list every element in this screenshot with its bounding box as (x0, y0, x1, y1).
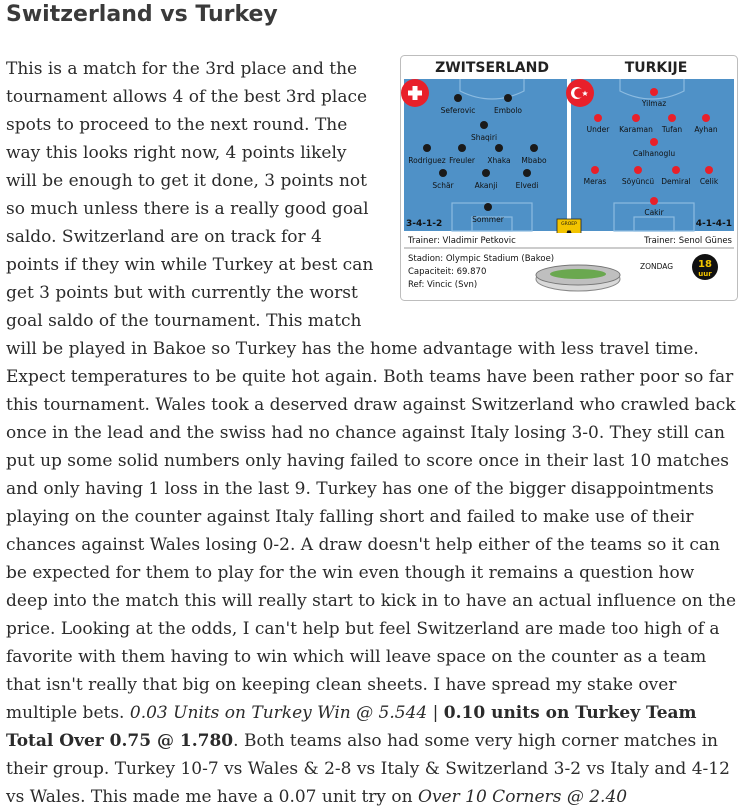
lineup-graphic (400, 55, 738, 301)
player-name: Elvedi (515, 181, 539, 190)
player-name: Calhanoglu (632, 149, 676, 158)
player-name: Tufan (661, 125, 683, 134)
bet-corners: Over 10 Corners @ 2.40 (418, 787, 628, 807)
player-name: Under (586, 125, 610, 134)
player-name: Seferovic (440, 106, 476, 115)
trainer-right: Trainer: Senol Günes (644, 236, 732, 246)
player-name: Freuler (449, 156, 475, 165)
player-name: Meras (583, 177, 607, 186)
paragraph-text: This is a match for the 3rd place and the tournament allows 4 of the best 3rd place spots to proceed to the next round. The way this looks right now, 4 points likely will be enough to get it done, 3 points not so much unless there is a really good goal saldo. Switzerland are on track for 4 points if they win while Turkey at best can get 3 points but with currently the worst goal saldo of the tournament. This match will be played in Bakoe so Turkey has the home advantage with less travel time. Expect temperatures to be quite hot again. Both teams have been rather poor so far this tournament. Wales took a deserved draw against Switzerland who crawled back once in the lead and the swiss had no chance against Italy losing 3-0. They still can put up some solid numbers only having failed to score once in their last 10 matches and only having 1 loss in the last 9. Turkey has one of the bigger disappointments playing on the counter against Italy falling short and failed to make use of their chances against Wales losing 0-2. A draw doesn't help either of the teams so it can be expected for them to play for the win even though it remains a question how deep into the match this will really start to kick in to have an actual influence on the price. Looking at the odds, I can't help but feel Switzerland are made too high of a favorite with them having to win which will leave space on the counter as a team that isn't really that big on keeping clean sheets. I have spread my stake over multiple bets. (6, 59, 737, 723)
stadium-icon (536, 265, 620, 291)
article (6, 55, 738, 811)
player-name: Yilmaz (641, 99, 667, 108)
player-name: Söyüncü (621, 177, 655, 186)
kickoff-hour: 18 (698, 259, 712, 270)
player-name: Ayhan (694, 125, 718, 134)
paragraph-text: . Both teams also had some very high corner matches in their group. Turkey 10-7 vs Wales & 2-8 vs Italy & Switzerland 3-2 vs Italy and 4-12 vs Wales. This made me have a 0.07 unit try on (6, 731, 730, 807)
bet-turkey-win: 0.03 Units on Turkey Win @ 5.544 (129, 703, 428, 723)
formation-right: 4-1-4-1 (695, 219, 732, 229)
stadium-info: Stadion: Olympic Stadium (Bakoe) (408, 254, 555, 264)
group-label: GROEP (561, 222, 577, 227)
team-right-name: TURKIJE (624, 60, 688, 76)
player-name: Xhaka (487, 156, 511, 165)
lineup-figure (388, 55, 738, 308)
bet-team-total: 0.10 units on Turkey Team Total Over 0.75 @ 1.780 (6, 703, 697, 751)
player-name: Schär (432, 181, 454, 190)
trainer-left: Trainer: Vladimir Petkovic (408, 236, 516, 246)
team-left-name: ZWITSERLAND (435, 60, 549, 76)
player-name: Mbabo (521, 156, 547, 165)
player-name: Cakir (644, 208, 664, 217)
match-day: ZONDAG (640, 262, 674, 271)
player-name: Demiral (661, 177, 691, 186)
player-name: Akanji (474, 181, 498, 190)
player-name: Shaqiri (470, 133, 498, 142)
player-name: Celik (699, 177, 719, 186)
formation-left: 3-4-1-2 (406, 219, 443, 229)
bet-separator: | (427, 703, 444, 723)
player-name: Embolo (493, 106, 523, 115)
player-name: Sommer (472, 215, 504, 224)
capacity-info: Capaciteit: 69.870 (408, 267, 487, 277)
page-title: Switzerland vs Turkey (6, 2, 278, 27)
referee-info: Ref: Vincic (Svn) (408, 280, 478, 290)
player-name: Karaman (619, 125, 653, 134)
kickoff-unit: uur (698, 270, 712, 278)
player-name: Rodriguez (408, 156, 446, 165)
